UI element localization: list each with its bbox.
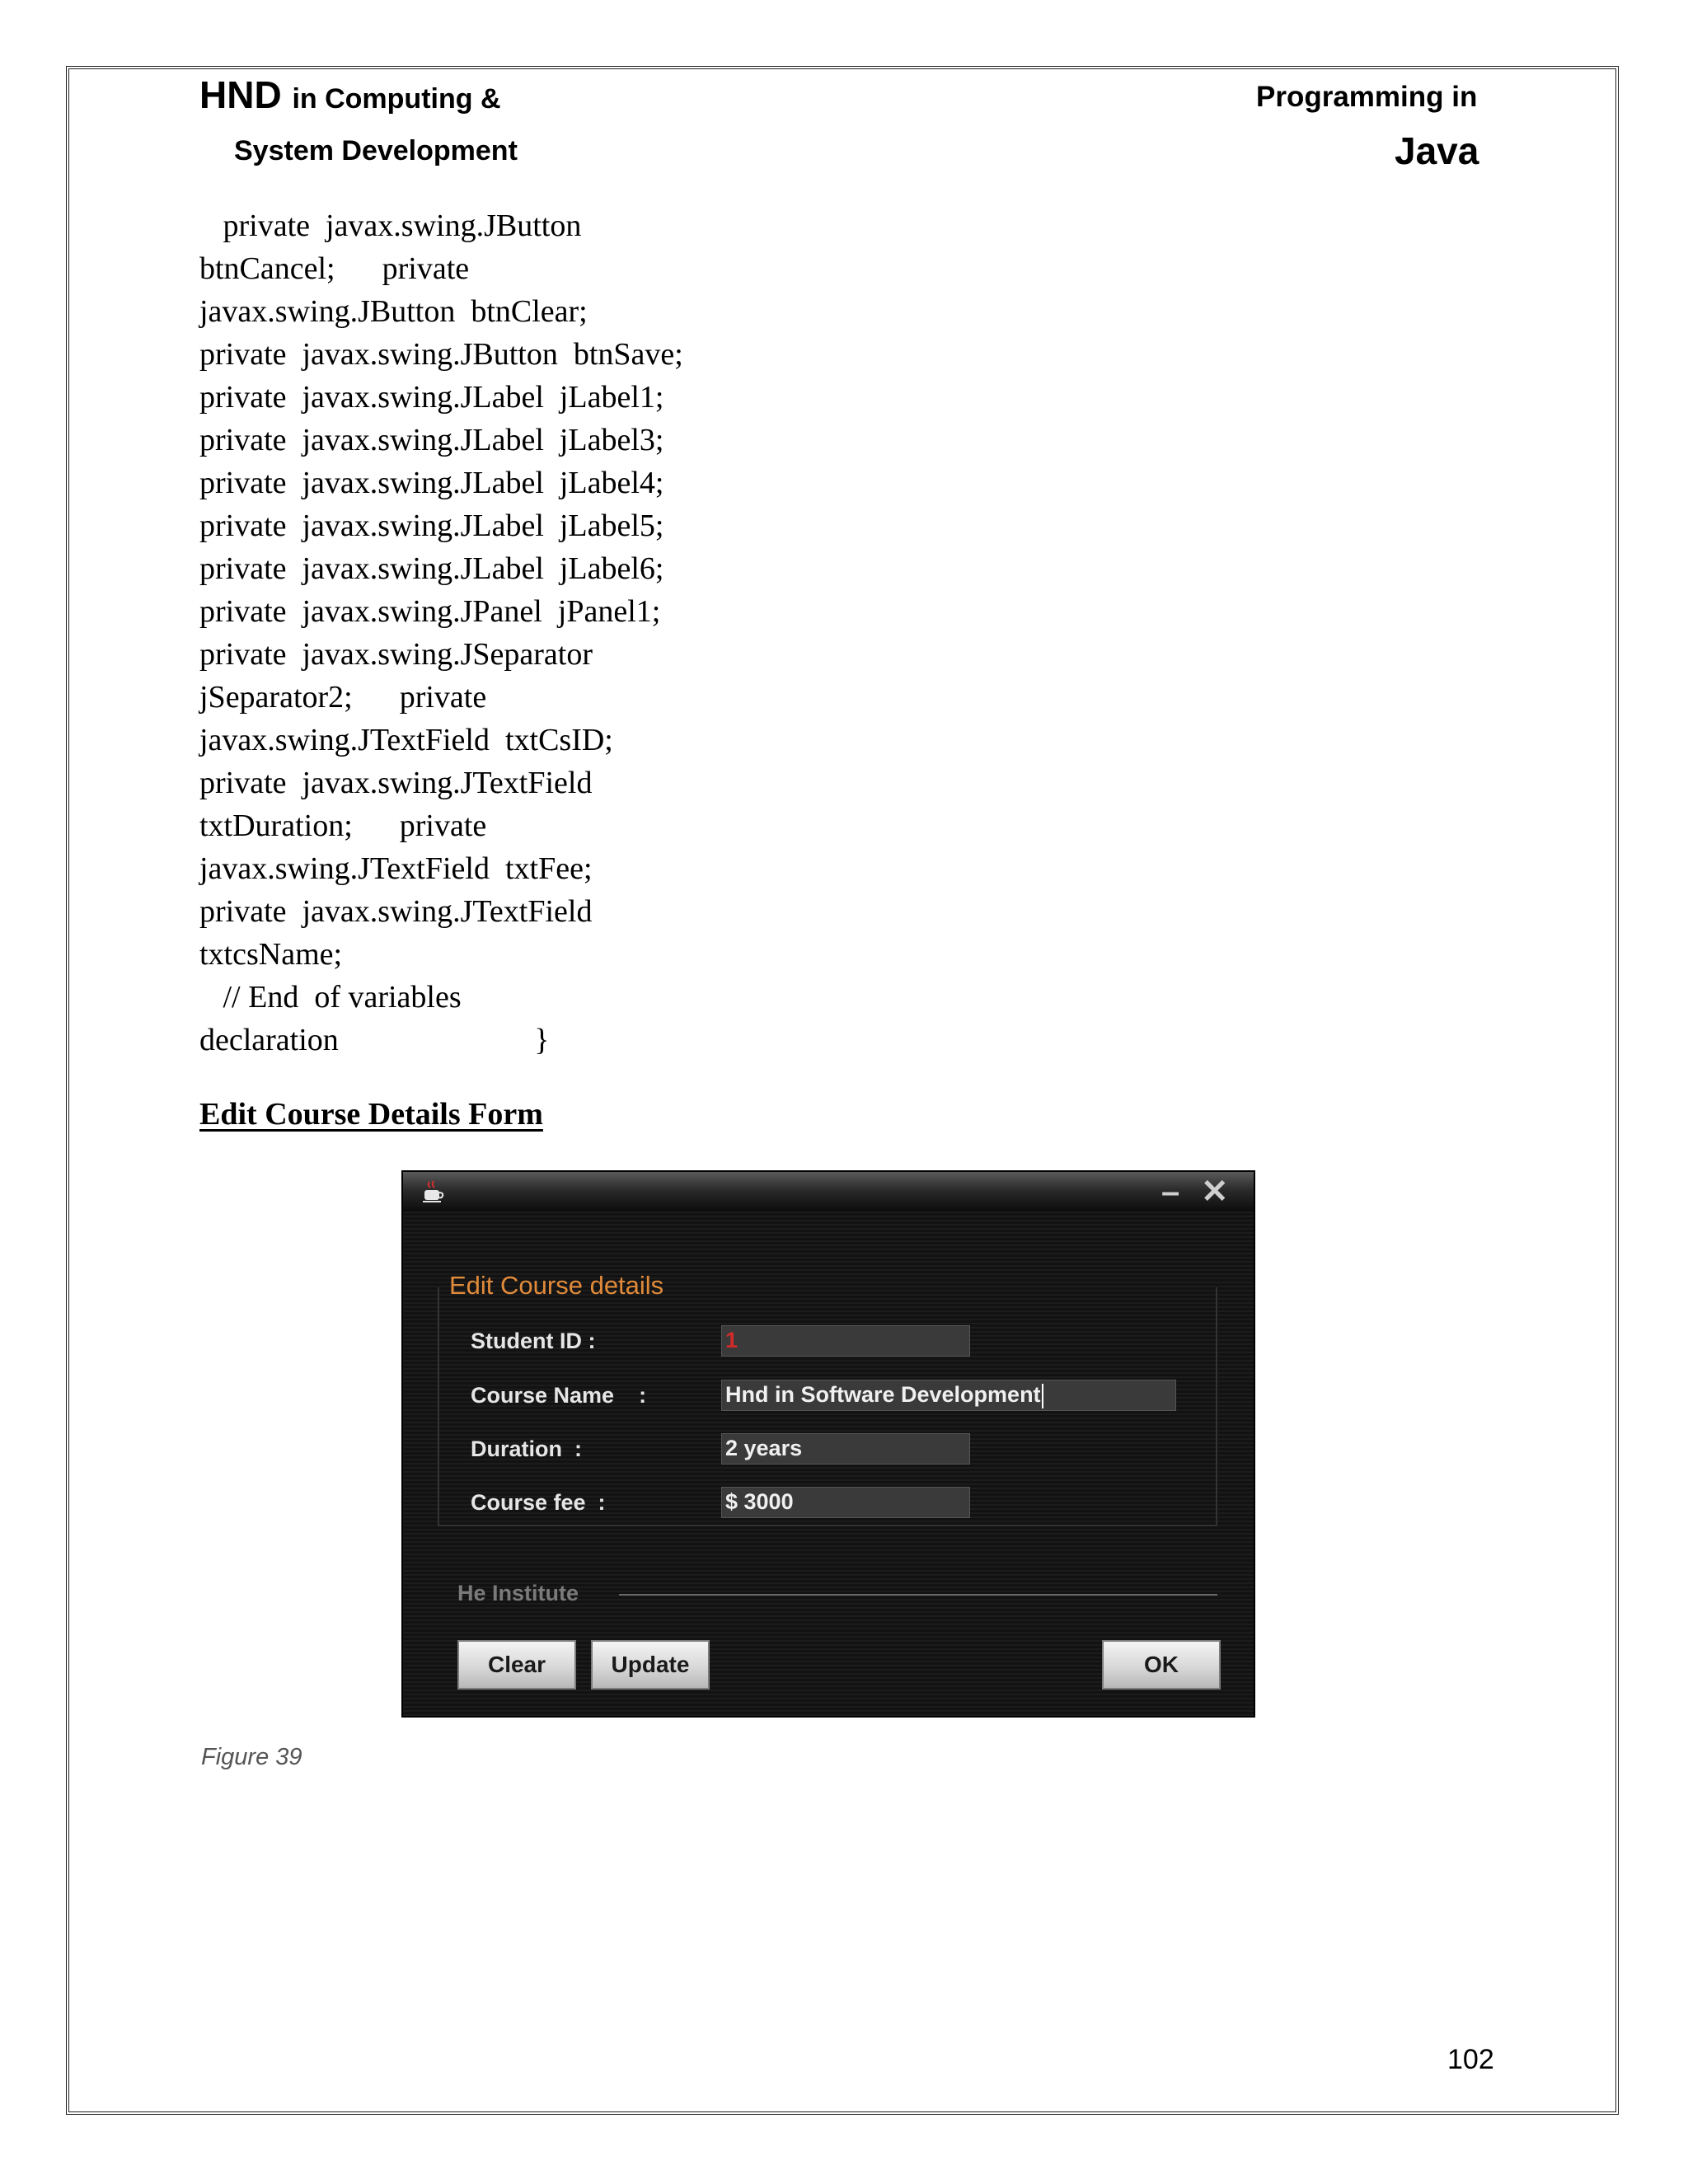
code-line: private javax.swing.JTextField bbox=[199, 766, 593, 800]
code-line: private javax.swing.JLabel jLabel4; bbox=[199, 466, 664, 500]
ok-button[interactable]: OK bbox=[1102, 1640, 1221, 1690]
update-button[interactable]: Update bbox=[591, 1640, 710, 1690]
window-titlebar[interactable] bbox=[403, 1172, 1254, 1212]
clear-button[interactable]: Clear bbox=[457, 1640, 576, 1690]
code-line: private javax.swing.JTextField bbox=[199, 894, 593, 929]
section-title: Edit Course Details Form bbox=[199, 1097, 543, 1132]
minimize-icon[interactable]: – bbox=[1161, 1174, 1180, 1210]
header-left-line1 bbox=[199, 73, 501, 117]
header-in-computing: in Computing & bbox=[292, 83, 501, 115]
course-fee-label: Course fee : bbox=[471, 1490, 606, 1515]
course-name-value: Hnd in Software Development bbox=[725, 1382, 1041, 1407]
code-line: private javax.swing.JLabel jLabel1; bbox=[199, 380, 664, 415]
course-fee-field[interactable]: $ 3000 bbox=[721, 1487, 970, 1518]
duration-field[interactable]: 2 years bbox=[721, 1433, 970, 1465]
institute-label: He Institute bbox=[457, 1581, 579, 1605]
student-id-field[interactable]: 1 bbox=[721, 1325, 970, 1357]
course-name-field[interactable] bbox=[721, 1380, 1176, 1411]
duration-label: Duration : bbox=[471, 1436, 582, 1461]
student-id-label: Student ID : bbox=[471, 1329, 596, 1353]
code-line: declaration } bbox=[199, 1023, 550, 1057]
code-line: private javax.swing.JLabel jLabel3; bbox=[199, 423, 664, 457]
figure-caption: Figure 39 bbox=[201, 1744, 302, 1770]
code-line: btnCancel; private bbox=[199, 251, 470, 286]
course-name-label: Course Name : bbox=[471, 1383, 647, 1408]
code-line: txtcsName; bbox=[199, 937, 343, 972]
code-line: // End of variables bbox=[199, 980, 462, 1015]
header-right-line1: Programming in bbox=[1256, 81, 1478, 113]
header-right-line2: Java bbox=[1395, 129, 1479, 172]
edit-course-window bbox=[403, 1172, 1254, 1716]
java-app-icon bbox=[420, 1179, 446, 1205]
code-line: private javax.swing.JLabel jLabel6; bbox=[199, 551, 664, 586]
code-line: private javax.swing.JButton btnSave; bbox=[199, 337, 683, 372]
code-line: private javax.swing.JButton bbox=[199, 209, 582, 243]
header-left-line2: System Development bbox=[234, 135, 518, 166]
code-line: javax.swing.JTextField txtFee; bbox=[199, 851, 593, 886]
code-line: private javax.swing.JSeparator bbox=[199, 637, 593, 672]
panel-title: Edit Course details bbox=[449, 1271, 664, 1300]
close-icon[interactable]: ✕ bbox=[1201, 1174, 1229, 1210]
code-line: private javax.swing.JLabel jLabel5; bbox=[199, 509, 664, 543]
text-caret bbox=[1042, 1384, 1043, 1408]
code-block bbox=[199, 204, 941, 1062]
page-number: 102 bbox=[1447, 2044, 1494, 2075]
code-line: private javax.swing.JPanel jPanel1; bbox=[199, 594, 661, 629]
code-line: javax.swing.JTextField txtCsID; bbox=[199, 723, 613, 757]
separator bbox=[619, 1594, 1217, 1596]
header-hnd: HND bbox=[199, 73, 282, 116]
code-line: javax.swing.JButton btnClear; bbox=[199, 294, 588, 329]
code-line: txtDuration; private bbox=[199, 808, 487, 843]
code-line: jSeparator2; private bbox=[199, 680, 487, 715]
